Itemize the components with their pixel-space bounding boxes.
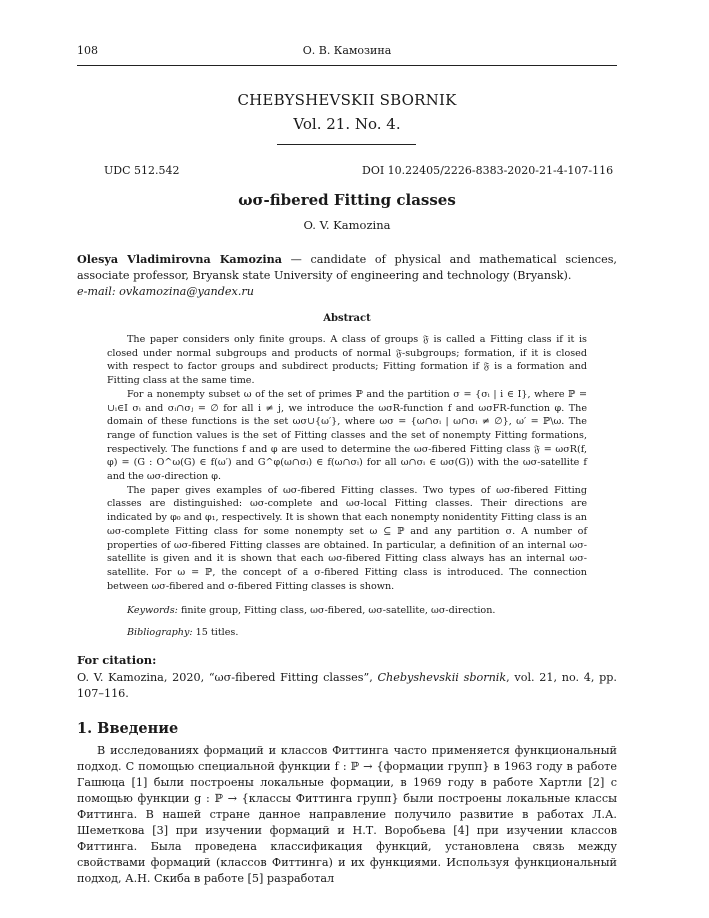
author-description: — candidate of physical and mathematical sciences, associate professor, Bryansk state University of engineering and technology (Bryansk). [77, 253, 617, 282]
running-header-author: О. В. Камозина [302, 44, 392, 57]
section-paragraph: В исследованиях формаций и классов Фиттинга часто применяется функциональный подход. С помощью специальной функции f : ℙ → {формации групп} в 1963 году в работе Гашюца [1] были построены локальные формации, в 1969 году в работе Хартли [2] с помощью функции g : ℙ → {классы Фиттинга групп} были построены локальные классы Фиттинга. В нашей стране данное направление получило развитие в работах Л.А. Шеметкова [3] при изучении формаций и Н.Т. Воробьева [4] при изучении классов Фиттинга. Была проведена классификация функций, установлена связь между свойствами формаций (классов Фиттинга) и их функциями. Используя функциональный подход, А.Н. Скиба в работе [5] разработал [77, 744, 617, 885]
header-rule [77, 65, 617, 66]
paper-title: ωσ-fibered Fitting classes [238, 191, 456, 209]
paper-author: O. V. Kamozina [303, 218, 391, 232]
bibliography-label: Bibliography: [127, 627, 193, 638]
author-info [77, 251, 617, 284]
keywords-list: finite group, Fitting class, ωσ-fibered, ωσ-satellite, ωσ-direction. [177, 605, 496, 616]
author-full-name: Olesya Vladimirovna Kamozina [77, 252, 282, 266]
journal-rule [277, 144, 416, 145]
abstract-heading: Abstract [323, 313, 371, 324]
keywords [127, 605, 495, 616]
citation-journal: Chebyshevskii sbornik [377, 671, 507, 684]
citation-text-end: , vol. 21, no. 4, pp. 107–116. [77, 671, 617, 700]
udc: UDC 512.542 [104, 164, 180, 177]
bibliography-count: 15 titles. [192, 627, 239, 638]
abstract-paragraph: The paper gives examples of ωσ-fibered Fitting classes. Two types of ωσ-fibered Fitting classes are distinguished: ωσ-complete and ωσ-local Fitting classes. Their directions are indicated by φ₀ and φ₁, respectively. It is shown that each nonempty nonidentity Fitting class is an ωσ-complete Fitting class for some nonempty set ω ⊆ ℙ and any partition σ. A number of properties of ωσ-fibered Fitting classes are obtained. In particular, a definition of an internal ωσ-satellite is given and it is shown that each ωσ-fibered Fitting class always has an internal ωσ-satellite. For ω = ℙ, the concept of a σ-fibered Fitting class is introduced. The connection between ωσ-fibered and σ-fibered Fitting classes is shown. [107, 484, 587, 592]
abstract-paragraph: For a nonempty subset ω of the set of primes ℙ and the partition σ = {σᵢ | i ∈ I}, where ℙ = ∪ᵢ∈I σᵢ and σᵢ∩σⱼ = ∅ for all i ≠ j, we introduce the ωσR-function f and ωσFR-function φ. The domain of these functions is the set ωσ∪{ω′}, where ωσ = {ω∩σᵢ | ω∩σᵢ ≠ ∅}, ω′ = ℙ\ω. The range of function values is the set of Fitting classes and the set of nonempty Fitting formations, respectively. The functions f and φ are used to determine the ωσ-fibered Fitting class 𝔉 = ωσR(f, φ) = (G : O^ω(G) ∈ f(ω′) and G^φ(ω∩σᵢ) ∈ f(ω∩σᵢ) for all ω∩σᵢ ∈ ωσ(G)) with the ωσ-satellite f and the ωσ-direction φ. [107, 388, 587, 483]
abstract-paragraph: The paper considers only finite groups. A class of groups 𝔉 is called a Fitting class if it is closed under normal subgroups and products of normal 𝔉-subgroups; formation, if it is closed with respect to factor groups and subdirect products; Fitting formation if 𝔉 is a formation and Fitting class at the same time. [107, 334, 587, 387]
doi: DOI 10.22405/2226-8383-2020-21-4-107-116 [362, 164, 614, 177]
page-number: 108 [77, 44, 98, 57]
journal-name: CHEBYSHEVSKII SBORNIK [237, 91, 457, 109]
citation-text-start: O. V. Kamozina, 2020, “ωσ-fibered Fitting classes”, [77, 671, 378, 684]
section-heading: 1. Введение [77, 720, 179, 737]
journal-volume: Vol. 21. No. 4. [293, 115, 401, 133]
abstract-body [107, 333, 587, 593]
author-email: e-mail: ovkamozina@yandex.ru [77, 285, 254, 298]
citation-heading: For citation: [77, 653, 157, 667]
citation-text [77, 670, 617, 702]
bibliography [127, 627, 238, 638]
keywords-label: Keywords: [127, 605, 178, 616]
